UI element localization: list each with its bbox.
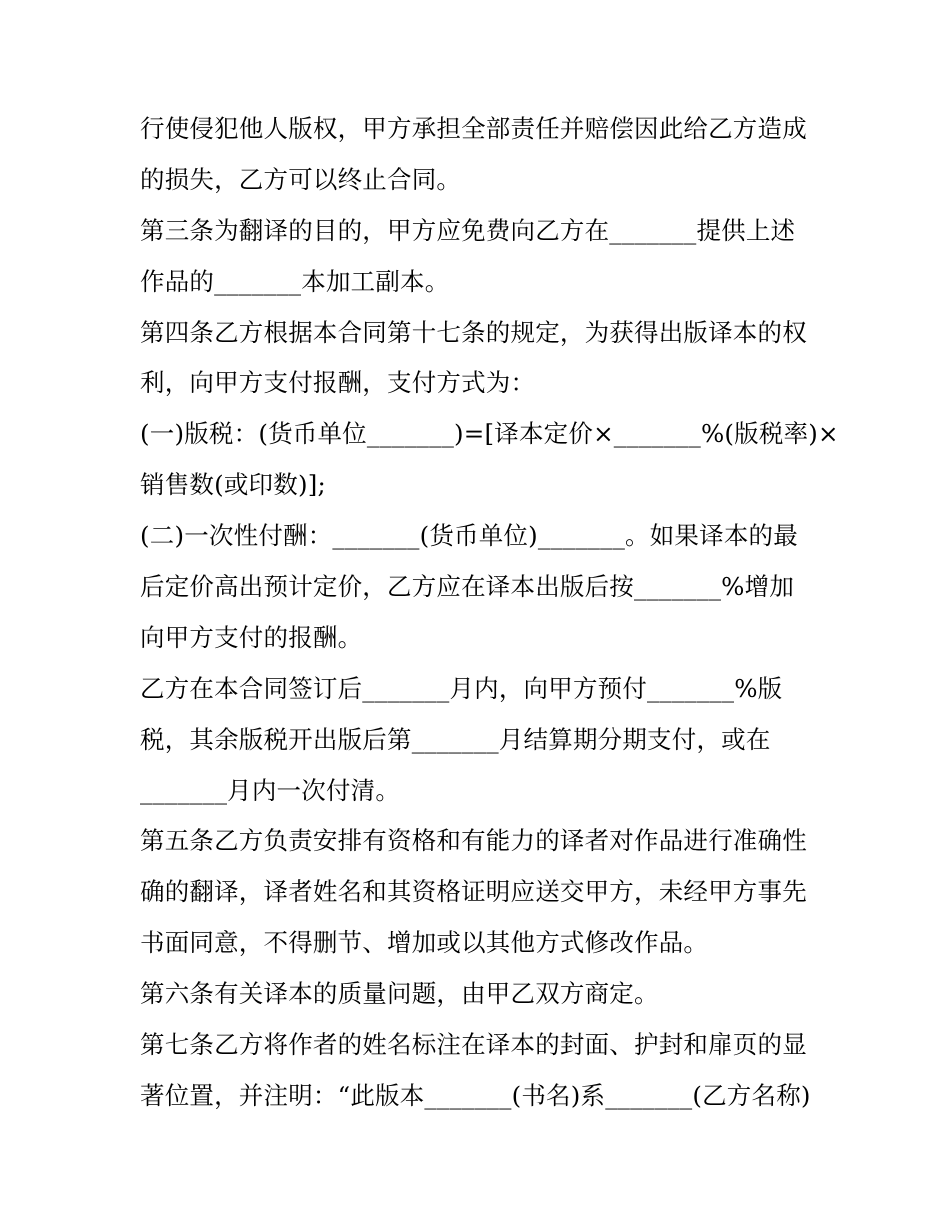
text-line: 著位置，并注明：“此版本_______(书名)系_______(乙方名称) [140, 1080, 811, 1110]
text-line: _______月内一次付清。 [140, 775, 401, 805]
text-line: 行使侵犯他人版权，甲方承担全部责任并赔偿因此给乙方造成 [140, 114, 807, 143]
text-line: 作品的_______本加工副本。 [140, 266, 450, 296]
text-line: 第六条有关译本的质量问题，由甲乙双方商定。 [140, 979, 659, 1009]
text-line: (二)一次性付酬：_______(货币单位)_______。如果译本的最 [140, 521, 798, 551]
contract-text [140, 104, 839, 1122]
text-line: 后定价高出预计定价，乙方应在译本出版后按_______%增加 [140, 572, 795, 602]
text-line: (一)版税：(货币单位_______)=[译本定价×_______%(版税率)× [140, 419, 839, 449]
text-line: 第三条为翻译的目的，甲方应免费向乙方在_______提供上述 [140, 215, 796, 245]
text-line: 税，其余版税开出版后第_______月结算期分期支付，或在 [140, 724, 771, 754]
text-line: 第五条乙方负责安排有资格和有能力的译者对作品进行准确性 [140, 826, 807, 856]
text-line: 销售数(或印数)]; [140, 470, 326, 500]
text-line: 确的翻译，译者姓名和其资格证明应送交甲方，未经甲方事先 [140, 877, 807, 907]
text-line: 利，向甲方支付报酬，支付方式为： [140, 368, 536, 398]
text-line: 向甲方支付的报酬。 [140, 622, 363, 652]
text-line: 书面同意，不得删节、增加或以其他方式修改作品。 [140, 928, 709, 958]
text-line: 乙方在本合同签订后_______月内，向甲方预付_______%版 [140, 673, 783, 703]
text-line: 第七条乙方将作者的姓名标注在译本的封面、护封和扉页的显 [140, 1030, 807, 1060]
text-line: 的损失，乙方可以终止合同。 [140, 164, 462, 194]
text-line: 第四条乙方根据本合同第十七条的规定，为获得出版译本的权 [140, 317, 807, 347]
